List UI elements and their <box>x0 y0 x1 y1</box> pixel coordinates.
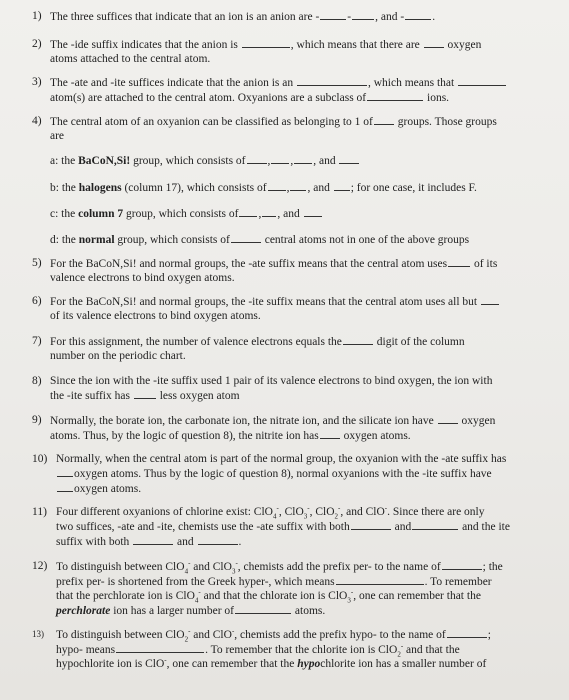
q7-line2: number on the periodic chart. <box>50 350 186 362</box>
q4-part-b <box>50 180 477 194</box>
answer-blank[interactable] <box>405 9 431 20</box>
answer-blank[interactable] <box>320 9 346 20</box>
question-7 <box>32 334 552 363</box>
subscript: 3 <box>231 567 236 576</box>
q11-text: , and ClO <box>340 506 385 518</box>
q13-line3: chlorite ion has a smaller number of <box>320 658 487 670</box>
q11-line2: two suffices, -ate and -ite, chemists use the -ate suffix with both <box>56 521 350 533</box>
q13-line2: . To remember that the chlorite ion is ClO <box>205 644 398 656</box>
subscript: 2 <box>334 512 339 521</box>
charge: - <box>231 627 235 636</box>
subscript: 3 <box>303 512 308 521</box>
q12-line2: prefix per- is shortened from the Greek hyper-, which means <box>56 576 335 588</box>
charge: - <box>400 642 404 651</box>
answer-blank[interactable] <box>134 388 156 399</box>
charge: - <box>164 656 167 665</box>
sep: , <box>258 208 262 220</box>
charge: - <box>188 627 191 636</box>
answer-blank[interactable] <box>57 466 73 477</box>
question-number: 10) <box>32 453 48 465</box>
q3-line2: atom(s) are attached to the central atom. Oxyanions are a subclass of <box>50 92 367 104</box>
part-a-text: group, which consists of <box>130 155 246 167</box>
part-c-text: group, which consists of <box>123 208 239 220</box>
q13-text: To distinguish between ClO <box>56 629 185 641</box>
charge: - <box>235 559 238 568</box>
sep: , and <box>277 208 300 220</box>
sep: , <box>267 155 271 167</box>
question-number: 11) <box>32 506 47 518</box>
sep: , <box>290 155 294 167</box>
q11-text: , ClO <box>278 506 304 518</box>
answer-blank[interactable] <box>116 642 204 653</box>
q5-text: For the BaCoN,Si! and normal groups, the -ate suffix means that the central atom uses <box>50 258 448 270</box>
q1-end: . <box>432 11 436 23</box>
charge: - <box>198 588 201 597</box>
answer-blank[interactable] <box>133 534 173 545</box>
question-number: 6) <box>32 295 42 307</box>
q4-part-c <box>50 206 323 220</box>
q13-text: , chemists add the prefix hypo- to the name of <box>234 629 446 641</box>
q11-text: Four different oxyanions of chlorine exist: ClO <box>56 506 273 518</box>
question-number: 1) <box>32 10 42 22</box>
answer-blank[interactable] <box>367 90 423 101</box>
answer-blank[interactable] <box>247 153 267 164</box>
q10-text: Normally, when the central atom is part of the normal group, the oxyanion with the -ate suffix has <box>56 453 507 465</box>
q9-line2: atoms. Thus, by the logic of question 8), the nitrite ion has <box>50 430 319 442</box>
q11-text: . Since there are only <box>387 506 485 518</box>
answer-blank[interactable] <box>290 180 306 191</box>
answer-blank[interactable] <box>268 180 286 191</box>
sep: , <box>286 182 290 194</box>
question-10 <box>32 452 552 496</box>
q12-text: , chemists add the prefix per- to the name of <box>237 561 441 573</box>
answer-blank[interactable] <box>57 481 73 492</box>
q13-text: ; <box>487 629 491 641</box>
part-b-end: ; for one case, it includes F. <box>350 182 477 194</box>
subscript: 2 <box>184 635 189 644</box>
answer-blank[interactable] <box>239 206 257 217</box>
q12-text: ; the <box>482 561 503 573</box>
q13-line3: hypochlorite ion is ClO <box>56 658 165 670</box>
question-number: 4) <box>32 115 42 127</box>
answer-blank[interactable] <box>198 534 238 545</box>
subscript: 4 <box>272 512 277 521</box>
question-8 <box>32 374 552 403</box>
answer-blank[interactable] <box>242 37 290 48</box>
part-d-text: group, which consists of <box>114 234 230 246</box>
q13-text: and ClO <box>190 629 232 641</box>
part-d-label: d: the <box>50 234 79 246</box>
q11-line3-end: . <box>238 536 242 548</box>
q10-line3: oxygen atoms. <box>74 483 142 495</box>
q4-part-a <box>50 153 360 167</box>
q12-line3: and that the chlorate ion is ClO <box>200 590 348 602</box>
q4-part-d <box>50 232 469 246</box>
hypo-emphasis: hypo <box>297 658 321 670</box>
q2-text-b: , which means that there are <box>290 39 420 51</box>
q2-text-c: oxygen <box>447 39 482 51</box>
question-6 <box>32 294 552 323</box>
q13-line2: hypo- means <box>56 644 116 656</box>
q1-text: The three suffices that indicate that an ion is an anion are - <box>50 11 320 23</box>
answer-blank[interactable] <box>235 603 291 614</box>
part-b-text: (column 17), which consists of <box>121 182 267 194</box>
q1-sep: - <box>347 11 352 23</box>
question-5 <box>32 256 552 285</box>
q8-line2: the -ite suffix has <box>50 390 130 402</box>
subscript: 2 <box>397 650 401 659</box>
answer-blank[interactable] <box>294 153 312 164</box>
part-b-label: b: the <box>50 182 79 194</box>
q9-text: Normally, the borate ion, the carbonate ion, the nitrate ion, and the silicate ion have <box>50 415 434 427</box>
answer-blank[interactable] <box>438 413 458 424</box>
q3-text: The -ate and -ite suffices indicate that the anion is an <box>50 77 294 89</box>
q11-line2-end: and the ite <box>462 521 510 533</box>
sep: , and <box>307 182 330 194</box>
part-d-end: central atoms not in one of the above groups <box>264 234 470 246</box>
q13-line2: and that the <box>403 644 460 656</box>
answer-blank[interactable] <box>442 559 482 570</box>
answer-blank[interactable] <box>339 153 359 164</box>
answer-blank[interactable] <box>320 428 340 439</box>
question-13 <box>32 627 552 671</box>
q12-line4-end: atoms. <box>294 605 326 617</box>
q4-text-b: groups. Those groups <box>397 116 497 128</box>
answer-blank[interactable] <box>447 627 487 638</box>
answer-blank[interactable] <box>334 180 350 191</box>
answer-blank[interactable] <box>262 206 276 217</box>
question-4 <box>32 114 552 143</box>
question-number: 3) <box>32 76 42 88</box>
part-c-label: c: the <box>50 208 79 220</box>
question-12 <box>32 559 552 618</box>
subscript: 4 <box>194 596 199 605</box>
q12-line3: that the perchlorate ion is ClO <box>56 590 195 602</box>
question-number: 2) <box>32 38 42 50</box>
q12-line3: , one can remember that the <box>353 590 481 602</box>
question-3 <box>32 75 552 105</box>
part-a-label: a: the <box>50 155 79 167</box>
q9-text-b: oxygen <box>461 415 496 427</box>
q5-text-b: of its <box>473 258 498 270</box>
answer-blank[interactable] <box>448 256 470 267</box>
answer-blank[interactable] <box>297 75 367 86</box>
subscript: 4 <box>184 567 189 576</box>
charge: - <box>338 504 341 513</box>
charge: - <box>276 504 279 513</box>
q8-line2-end: less oxygen atom <box>159 390 240 402</box>
q9-line2-end: oxygen atoms. <box>343 430 411 442</box>
answer-blank[interactable] <box>271 153 289 164</box>
q12-text: and ClO <box>190 561 232 573</box>
question-number: 13) <box>32 629 44 639</box>
answer-blank[interactable] <box>343 334 373 345</box>
q7-text-b: digit of the column <box>376 336 465 348</box>
charge: - <box>307 504 310 513</box>
subscript: 3 <box>347 596 351 605</box>
q6-line2: of its valence electrons to bind oxygen atoms. <box>50 310 261 322</box>
q3-line2-end: ions. <box>427 92 450 104</box>
q7-text: For this assignment, the number of valence electrons equals the <box>50 336 342 348</box>
q10-line2: oxygen atoms. Thus by the logic of question 8), normal oxyanions with the -ite suffix have <box>74 468 492 480</box>
perchlorate-emphasis: perchlorate <box>56 605 111 617</box>
q11-line3: suffix with both <box>56 536 130 548</box>
halogens-term: halogens <box>78 182 122 194</box>
charge: - <box>350 588 354 597</box>
question-number: 12) <box>32 560 48 572</box>
q2-line2: atoms attached to the central atom. <box>50 53 211 65</box>
answer-blank[interactable] <box>351 519 391 530</box>
q6-text: For the BaCoN,Si! and normal groups, the -ite suffix means that the central atom uses all but <box>50 296 478 308</box>
column-7-term: column 7 <box>78 208 124 220</box>
charge: - <box>384 504 388 513</box>
answer-blank[interactable] <box>374 114 394 125</box>
answer-blank[interactable] <box>352 9 374 20</box>
answer-blank[interactable] <box>481 294 499 305</box>
q8-text: Since the ion with the -ite suffix used 1 pair of its valence electrons to bind oxygen, the ion with <box>50 375 493 387</box>
q12-line4: ion has a larger number of <box>110 605 235 617</box>
charge: - <box>188 559 191 568</box>
q1-sep2: , and - <box>375 11 405 23</box>
answer-blank[interactable] <box>336 574 424 585</box>
q12-text: To distinguish between ClO <box>56 561 185 573</box>
q11-text: , ClO <box>309 506 335 518</box>
q3-text-b: , which means that <box>368 77 455 89</box>
answer-blank[interactable] <box>231 232 261 243</box>
answer-blank[interactable] <box>304 206 322 217</box>
q12-line2-end: . To remember <box>424 576 492 588</box>
question-number: 9) <box>32 414 42 426</box>
sep: , and <box>313 155 336 167</box>
question-number: 8) <box>32 375 42 387</box>
q4-text: The central atom of an oxyanion can be classified as belonging to 1 of <box>50 116 373 128</box>
question-1 <box>32 9 552 24</box>
question-2 <box>32 37 552 66</box>
question-11 <box>32 505 552 549</box>
q11-line3-and: and <box>177 536 194 548</box>
normal-term: normal <box>78 234 115 246</box>
question-number: 7) <box>32 335 42 347</box>
bacon-si-term: BaCoN,Si! <box>78 155 131 167</box>
question-number: 5) <box>32 257 42 269</box>
q2-text: The -ide suffix indicates that the anion is <box>50 39 238 51</box>
q13-line3: , one can remember that the <box>166 658 298 670</box>
answer-blank[interactable] <box>424 37 444 48</box>
question-9 <box>32 413 552 443</box>
q5-line2: valence electrons to bind oxygen atoms. <box>50 272 235 284</box>
answer-blank[interactable] <box>412 519 458 530</box>
answer-blank[interactable] <box>458 75 506 86</box>
q4-line2: are <box>50 130 65 142</box>
q11-line2-and: and <box>394 521 412 533</box>
